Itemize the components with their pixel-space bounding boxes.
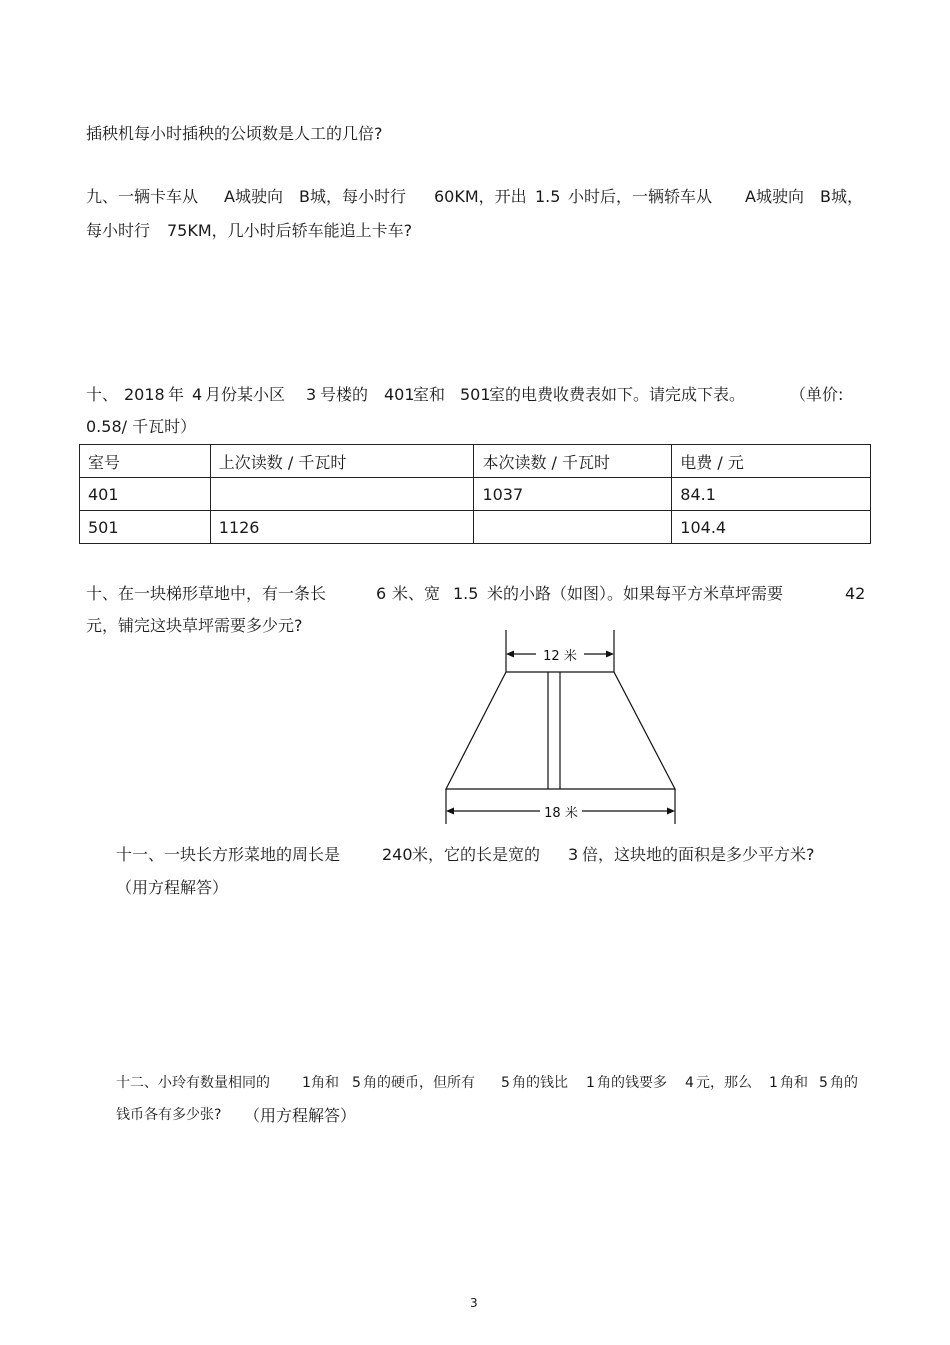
header-current-reading: 本次读数 / 千瓦时 <box>474 445 672 478</box>
q10-text: 号楼的 <box>320 385 369 404</box>
arrowhead-icon <box>506 651 514 658</box>
q12-text: 1 <box>586 1075 595 1091</box>
question-11-line-1 <box>0 844 950 866</box>
table-row <box>80 478 871 511</box>
q12-text: 角和 <box>311 1075 339 1091</box>
q11-text: 240 <box>382 845 413 864</box>
arrowhead-icon <box>446 808 454 815</box>
q12-text: 5 <box>352 1075 361 1091</box>
q12-text: 角的硬币，但所有 <box>363 1075 475 1091</box>
q9-text: 九、一辆卡车从 <box>86 187 199 206</box>
bottom-base-label: 18 米 <box>544 806 578 821</box>
header-previous-reading: 上次读数 / 千瓦时 <box>210 445 474 478</box>
q9-text: A城驶向 <box>745 187 804 206</box>
question-10b-line-1 <box>0 583 950 605</box>
table-cell: 401 <box>80 478 211 511</box>
q10b-text: 十、在一块梯形草地中，有一条长 <box>86 584 327 603</box>
q10-text: 3 <box>306 385 317 404</box>
table-cell: 84.1 <box>672 478 871 511</box>
q9-text: 75KM，几小时后轿车能追上卡车? <box>167 221 413 240</box>
q10-text: （单价: <box>790 385 844 404</box>
question-10b-line-2: 元，铺完这块草坪需要多少元? <box>86 616 303 635</box>
q10-text: 501 <box>460 385 491 404</box>
q12-text: 1 <box>769 1075 778 1091</box>
q10b-text: 6 <box>376 584 387 603</box>
question-8-tail: 插秧机每小时插秧的公顷数是人工的几倍? <box>86 124 383 143</box>
q10-text: 401 <box>384 385 415 404</box>
q10-text: 4 <box>192 385 203 404</box>
q10b-text: 1.5 <box>453 584 479 603</box>
q12-text: 角的钱比 <box>512 1075 568 1091</box>
table-cell: 1037 <box>474 478 672 511</box>
top-base-label: 12 米 <box>543 649 577 664</box>
q12-text: 角和 <box>780 1075 808 1091</box>
q10b-text: 42 <box>845 584 866 603</box>
table-header-row <box>80 445 871 478</box>
question-12-line-1 <box>0 1073 950 1093</box>
q9-text: B城， <box>820 187 863 206</box>
page-number: 3 <box>470 1296 478 1310</box>
header-fee: 电费 / 元 <box>672 445 871 478</box>
table-cell: 104.4 <box>672 511 871 544</box>
arrowhead-icon <box>667 808 675 815</box>
question-9-line-2 <box>0 220 950 242</box>
q12-text: 钱币各有多少张? <box>116 1107 222 1123</box>
arrowhead-icon <box>606 651 614 658</box>
q12-text: 角的 <box>830 1075 858 1091</box>
q12-text: 5 <box>501 1075 510 1091</box>
question-10-line-1 <box>0 384 950 406</box>
table-row <box>80 511 871 544</box>
table-cell: 1126 <box>210 511 474 544</box>
electricity-fee-table <box>79 444 871 544</box>
question-11-line-2: （用方程解答） <box>116 878 229 897</box>
q10-text: 室和 <box>413 385 446 404</box>
q10-text: 十、 <box>86 385 119 404</box>
q11-text: 米，它的长是宽的 <box>412 845 541 864</box>
table-cell: 501 <box>80 511 211 544</box>
q9-text: A城驶向 <box>224 187 283 206</box>
q9-text: B城，每小时行 <box>299 187 406 206</box>
question-10-line-2: 0.58/ 千瓦时） <box>86 417 197 436</box>
q12-text: （用方程解答） <box>244 1106 357 1125</box>
q11-text: 倍，这块地的面积是多少平方米? <box>582 845 815 864</box>
table-cell <box>210 478 474 511</box>
q12-text: 5 <box>819 1075 828 1091</box>
q10b-text: 米的小路（如图）。如果每平方米草坪需要 <box>487 584 784 603</box>
q10b-text: 米、宽 <box>392 584 441 603</box>
q10-text: 2018 <box>124 385 165 404</box>
table-cell <box>474 511 672 544</box>
header-room: 室号 <box>80 445 211 478</box>
q9-text: 60KM，开出 <box>434 187 527 206</box>
trapezoid-diagram <box>440 628 682 826</box>
q12-text: 角的钱要多 <box>597 1075 667 1091</box>
q9-text: 每小时行 <box>86 221 151 240</box>
q11-text: 3 <box>568 845 579 864</box>
q9-text: 小时后，一辆轿车从 <box>568 187 713 206</box>
q11-text: 十一、一块长方形菜地的周长是 <box>116 845 341 864</box>
question-12-line-2 <box>0 1105 950 1127</box>
q12-text: 1 <box>302 1075 311 1091</box>
q10-text: 室的电费收费表如下。请完成下表。 <box>489 385 746 404</box>
q12-text: 十二、小玲有数量相同的 <box>116 1075 270 1091</box>
q9-text: 1.5 <box>535 187 561 206</box>
question-9-line-1 <box>0 186 950 208</box>
q10-text: 年 <box>168 385 185 404</box>
q12-text: 4 <box>685 1075 694 1091</box>
q10-text: 月份某小区 <box>205 385 286 404</box>
q12-text: 元，那么 <box>696 1075 752 1091</box>
